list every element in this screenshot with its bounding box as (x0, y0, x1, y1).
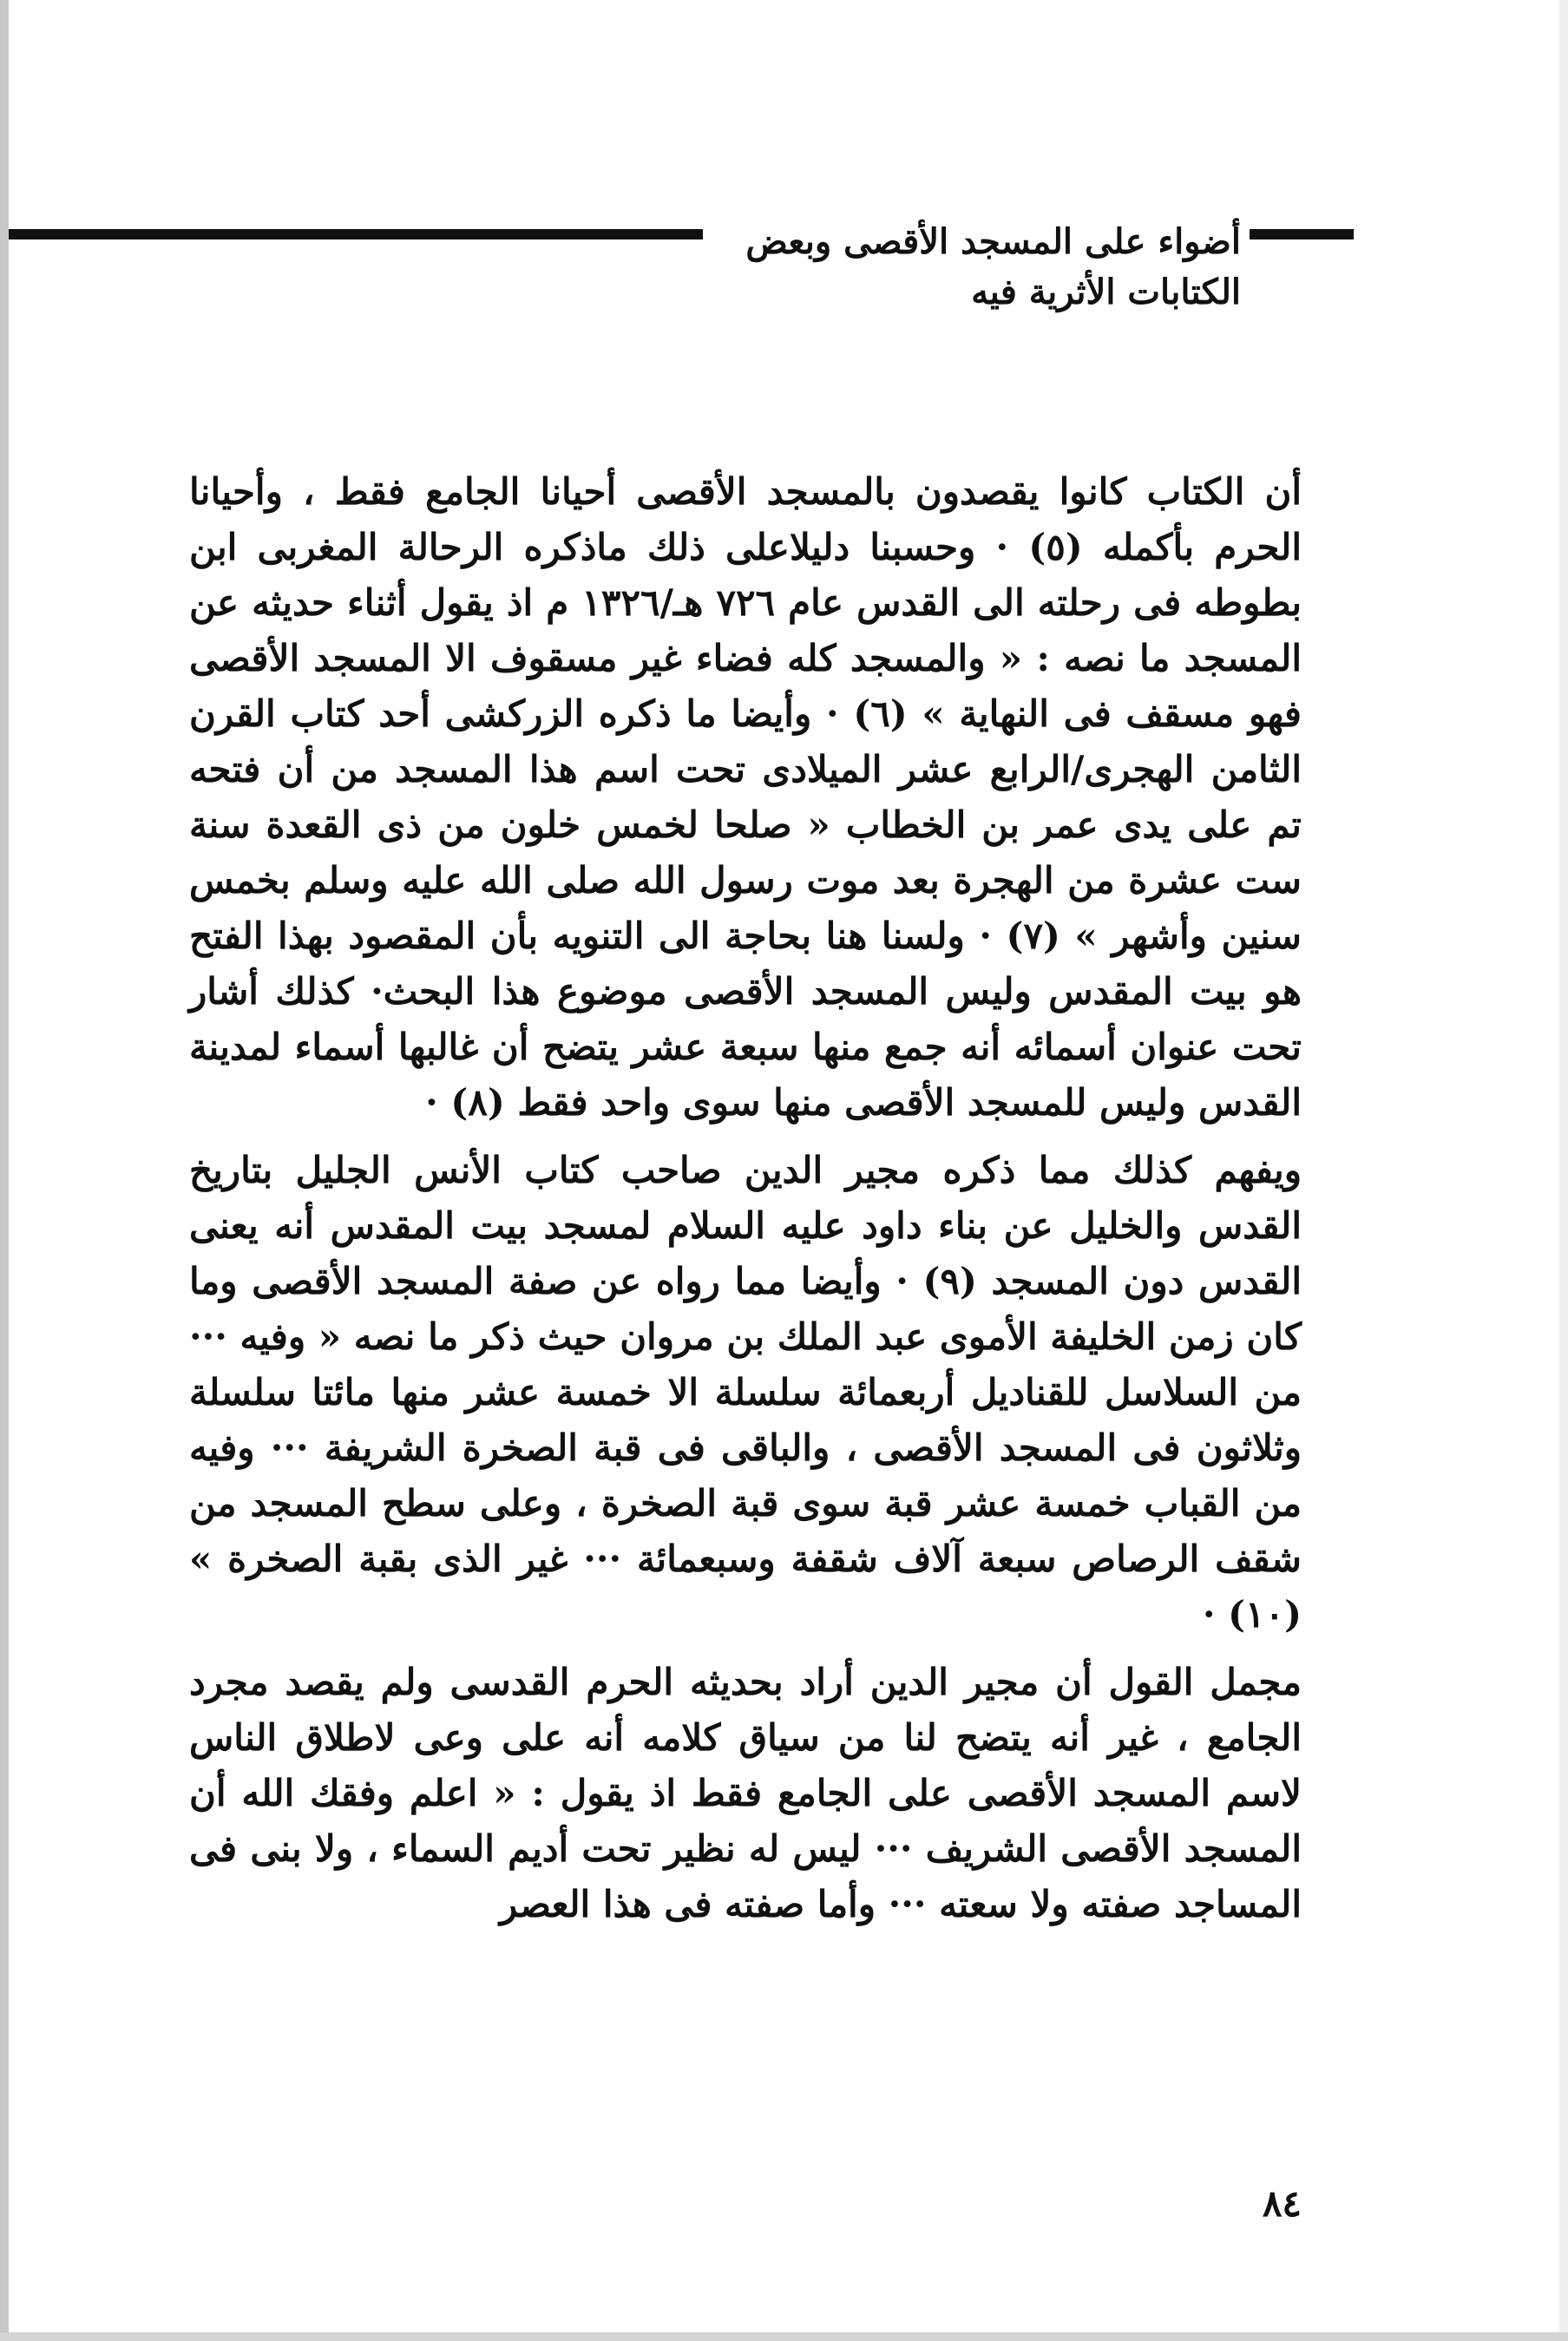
header-title-line-1: أضواء على المسجد الأقصى وبعض (745, 221, 1241, 262)
header-rule-right (1250, 229, 1354, 239)
page-bottom-edge (0, 2332, 1568, 2341)
paragraph-2: ويفهم كذلك مما ذكره مجير الدين صاحب كتاب الأنس الجليل بتاريخ القدس والخليل عن بناء داود عليه السلام لمسجد بيت المقدس أنه يعنى القدس دون المسجد (٩) · وأيضا مما رواه عن صفة المسجد الأقصى وما كان زمن الخليفة الأموى عبد الملك بن مروان حيث ذكر ما نصه « وفيه ··· من السلاسل للقناديل أربعمائة سلسلة الا خمسة عشر منها مائتا سلسلة وثلاثون فى المسجد الأقصى ، والباقى فى قبة الصخرة الشريفة ··· وفيه من القباب خمسة عشر قبة سوى قبة الصخرة ، وعلى سطح المسجد من شقف الرصاص سبعة آلاف شقفة وسبعمائة ··· غير الذى بقبة الصخرة » (١٠) · (189, 1149, 1302, 1636)
paragraph-3: مجمل القول أن مجير الدين أراد بحديثه الحرم القدسى ولم يقصد مجرد الجامع ، غير أنه يتضح لنا من سياق كلامه أنه على وعى لاطلاق الناس لاسم المسجد الأقصى على الجامع فقط اذ يقول : « اعلم وفقك الله أن المسجد الأقصى الشريف ··· ليس له نظير تحت أديم السماء ، ولا بنى فى المساجد صفته ولا سعته ··· وأما صفته فى هذا العصر (189, 1661, 1302, 1925)
header-title (720, 217, 1241, 318)
page-left-edge (0, 0, 9, 2341)
paragraph-1: أن الكتاب كانوا يقصدون بالمسجد الأقصى أحيانا الجامع فقط ، وأحيانا الحرم بأكمله (٥) · وحسبنا دليلاعلى ذلك ماذكره الرحالة المغربى ابن بطوطه فى رحلته الى القدس عام ٧٢٦ هـ/١٣٢٦ م اذ يقول أثناء حديثه عن المسجد ما نصه : « والمسجد كله فضاء غير مسقوف الا المسجد الأقصى فهو مسقف فى النهاية » (٦) · وأيضا ما ذكره الزركشى أحد كتاب القرن الثامن الهجرى/الرابع عشر الميلادى تحت اسم هذا المسجد من أن فتحه تم على يدى عمر بن الخطاب « صلحا لخمس خلون من ذى القعدة سنة ست عشرة من الهجرة بعد موت رسول الله صلى الله عليه وسلم بخمس سنين وأشهر » (٧) · ولسنا هنا بحاجة الى التنويه بأن المقصود بهذا الفتح هو بيت المقدس وليس المسجد الأقصى موضوع هذا البحث· كذلك أشار تحت عنوان أسمائه أنه جمع منها سبعة عشر يتضح أن غالبها أسماء لمدينة القدس وليس للمسجد الأقصى منها سوى واحد فقط (٨) · (189, 470, 1302, 1124)
page-right-edge (1559, 0, 1568, 2341)
running-header (0, 217, 1568, 330)
page-number: ٨٤ (1262, 2182, 1302, 2225)
header-title-line-2: الكتابات الأثرية فيه (971, 272, 1241, 312)
body-text (189, 464, 1302, 1944)
header-rule-left (9, 229, 703, 239)
